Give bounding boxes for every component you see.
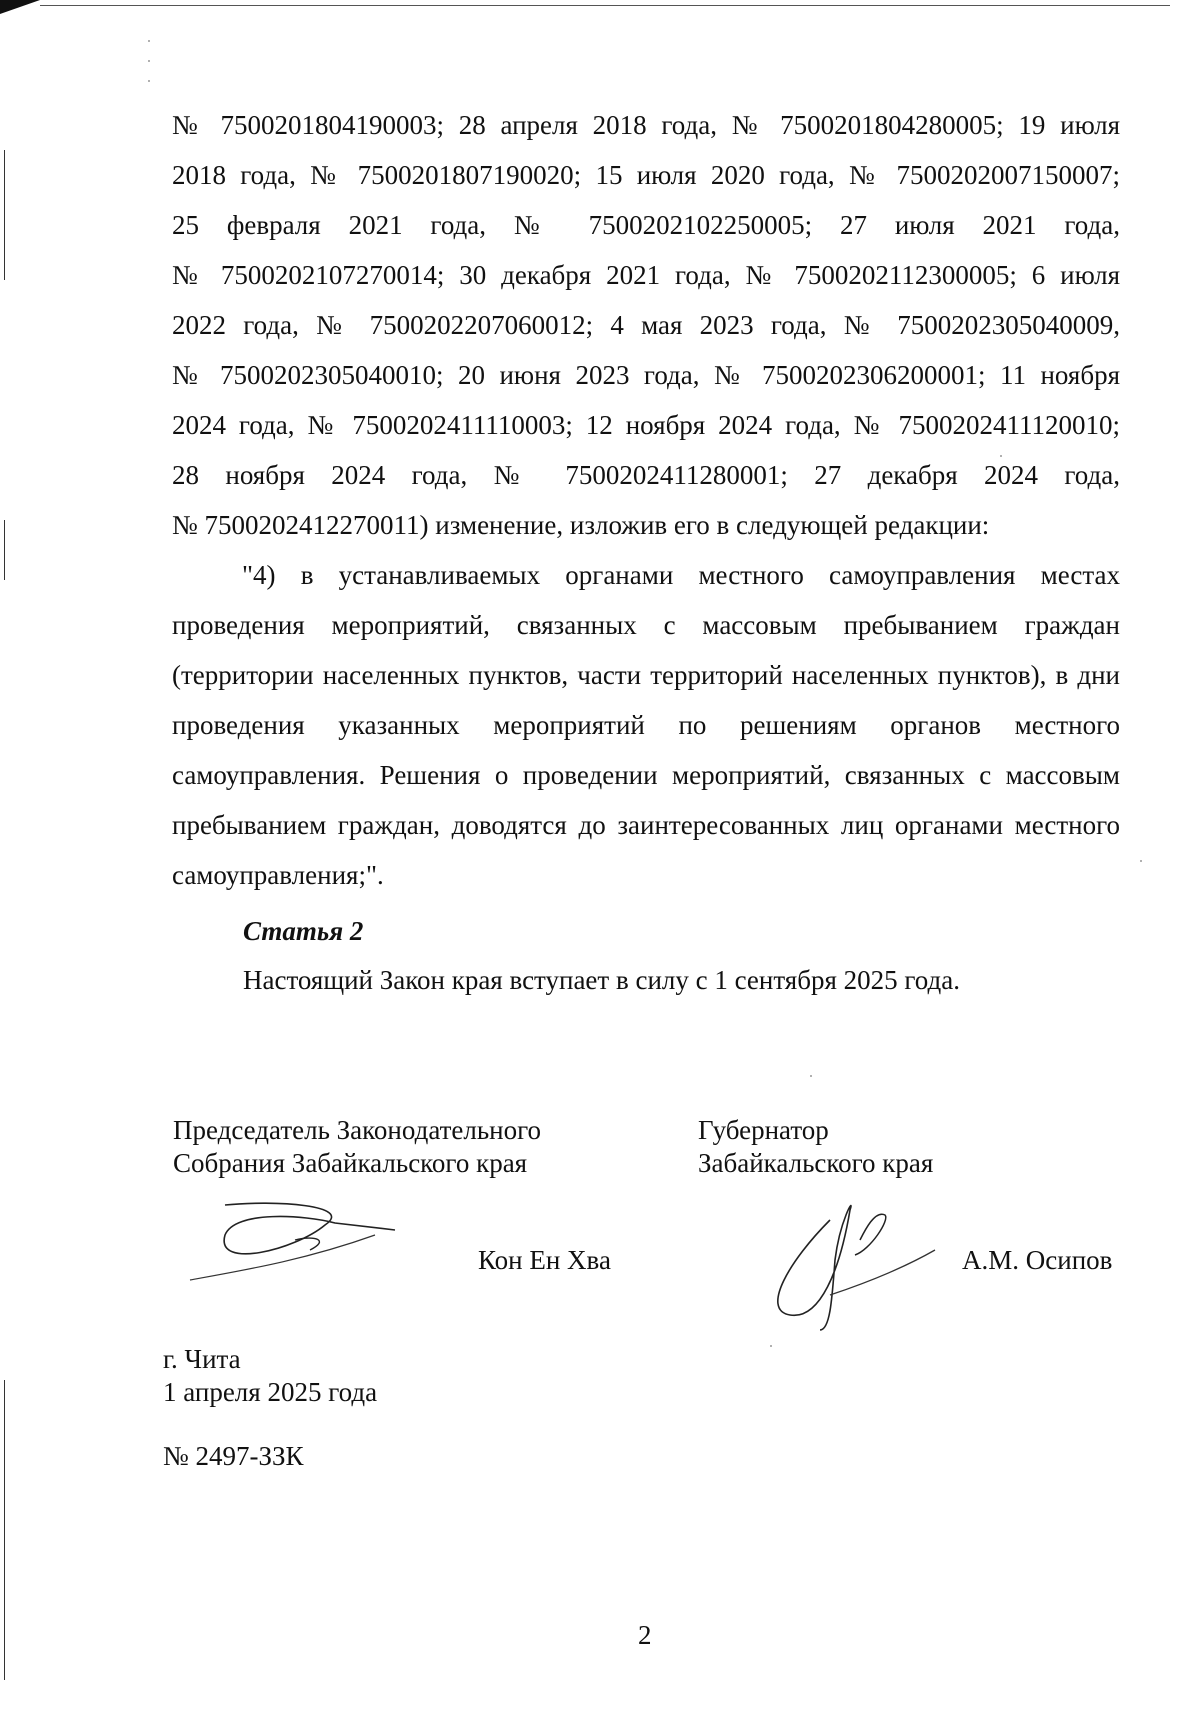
document-number: № 2497-ЗЗК bbox=[163, 1441, 304, 1471]
governor-name: А.М. Осипов bbox=[962, 1245, 1113, 1275]
governor-title-line: Забайкальского края bbox=[698, 1148, 934, 1178]
scan-corner-mark bbox=[0, 0, 40, 14]
place: г. Чита bbox=[163, 1344, 241, 1374]
quoted-amendment-paragraph: "4) в устанавливаемых органами местного самоуправления местах проведения мероприятий, связанных с массовым пребыванием граждан (территории населенных пунктов, части территорий населенных пунктов), в дни проведения указанных мероприятий по решениям органов местного самоуправления. Решения о проведении мероприятий, связанных с массовым пребыванием граждан, доводятся до заинтересованных лиц органами местного самоуправления;". bbox=[172, 560, 1120, 890]
scan-speck bbox=[770, 1345, 772, 1347]
text-line: № 7500202107270014; 30 декабря 2021 года, № 7500202112300005; 6 июля bbox=[172, 260, 1120, 290]
scan-speck bbox=[810, 1075, 812, 1077]
text-line: 25 февраля 2021 года, № 7500202102250005; 27 июля 2021 года, bbox=[172, 210, 1120, 240]
governor-signature bbox=[760, 1200, 940, 1340]
place-date-block bbox=[163, 1343, 377, 1409]
scan-speck bbox=[148, 60, 150, 62]
text-line: № 7500202305040010; 20 июня 2023 года, № 7500202306200001; 11 ноября bbox=[172, 360, 1120, 390]
chairman-signature bbox=[185, 1195, 405, 1305]
article-text: Настоящий Закон края вступает в силу с 1 сентября 2025 года. bbox=[243, 965, 960, 995]
text-line: 28 ноября 2024 года, № 7500202411280001; 27 декабря 2024 года, bbox=[172, 460, 1120, 490]
scan-speck bbox=[1140, 860, 1142, 862]
scan-left-edge bbox=[4, 520, 5, 580]
text-line: 2024 года, № 7500202411110003; 12 ноября 2024 года, № 7500202411120010; bbox=[172, 410, 1120, 440]
date: 1 апреля 2025 года bbox=[163, 1377, 378, 1407]
governor-title-line: Губернатор bbox=[698, 1115, 829, 1145]
document-body bbox=[172, 100, 1120, 900]
text-line: № 7500201804190003; 28 апреля 2018 года, № 7500201804280005; 19 июля bbox=[172, 110, 1120, 140]
chairman-title bbox=[173, 1114, 541, 1180]
text-line: № 7500202412270011) изменение, изложив его в следующей редакции: bbox=[172, 510, 990, 540]
page-number: 2 bbox=[638, 1620, 652, 1650]
text-line: 2022 года, № 7500202207060012; 4 мая 2023 года, № 7500202305040009, bbox=[172, 310, 1120, 340]
chairman-title-line: Председатель Законодательного bbox=[173, 1115, 542, 1145]
scan-speck bbox=[148, 80, 150, 82]
chairman-title-line: Собрания Забайкальского края bbox=[173, 1148, 528, 1178]
continuation-paragraph bbox=[172, 100, 1120, 550]
chairman-name: Кон Ен Хва bbox=[478, 1245, 611, 1275]
article-title: Статья 2 bbox=[243, 916, 364, 946]
governor-title bbox=[698, 1114, 933, 1180]
scan-left-edge bbox=[4, 1380, 5, 1680]
scan-speck bbox=[148, 40, 150, 42]
scan-left-edge bbox=[4, 150, 5, 280]
scan-top-edge bbox=[40, 5, 1170, 6]
text-line: 2018 года, № 7500201807190020; 15 июля 2020 года, № 7500202007150007; bbox=[172, 160, 1120, 190]
